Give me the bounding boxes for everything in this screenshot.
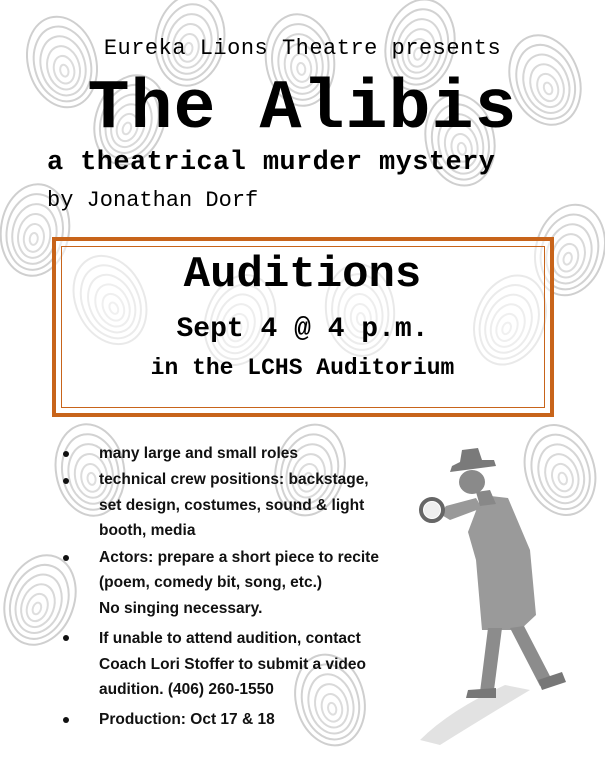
list-item: Actors: prepare a short piece to recite: [99, 549, 379, 566]
list-item: (poem, comedy bit, song, etc.): [99, 574, 323, 591]
bullet-icon: [63, 717, 69, 723]
list-item: No singing necessary.: [99, 600, 263, 617]
list-item: set design, costumes, sound & light: [99, 497, 365, 514]
auditions-heading: Auditions: [183, 250, 422, 300]
list-item: Coach Lori Stoffer to submit a video: [99, 656, 366, 673]
list-item: booth, media: [99, 522, 196, 539]
bullet-icon: [63, 478, 69, 484]
auditions-date-time: Sept 4 @ 4 p.m.: [176, 314, 429, 345]
list-item: Production: Oct 17 & 18: [99, 711, 275, 728]
detective-with-magnifying-glass-icon: [410, 440, 585, 750]
show-subtitle: a theatrical murder mystery: [47, 148, 496, 178]
presenter-line: Eureka Lions Theatre presents: [103, 36, 502, 61]
list-item: many large and small roles: [99, 445, 299, 462]
auditions-location: in the LCHS Auditorium: [150, 355, 455, 381]
playwright-byline: by Jonathan Dorf: [47, 188, 259, 213]
list-item: audition. (406) 260-1550: [99, 681, 274, 698]
list-item: technical crew positions: backstage,: [99, 471, 369, 488]
show-title: The Alibis: [87, 70, 518, 149]
bullet-icon: [63, 555, 69, 561]
list-item: If unable to attend audition, contact: [99, 630, 361, 647]
bullet-icon: [63, 451, 69, 457]
bullet-icon: [63, 635, 69, 641]
